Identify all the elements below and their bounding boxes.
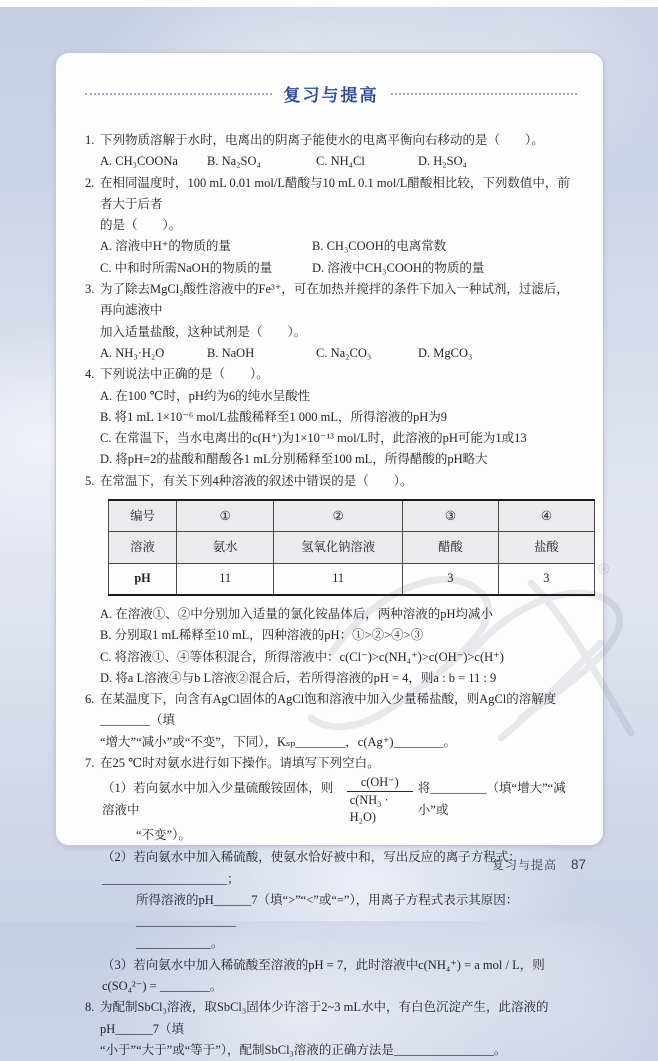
table-cell: 3	[498, 563, 594, 595]
table-cell: 11	[274, 563, 403, 595]
table-cell: pH	[109, 563, 177, 595]
option-a: A. 在100 ℃时，pH约为6的纯水呈酸性	[100, 388, 311, 403]
solutions-table	[108, 499, 595, 596]
question-7-part1	[102, 774, 577, 825]
question-3-options	[100, 343, 577, 364]
option-d: D. 将pH=2的盐酸和醋酸各1 mL分别稀释至100 mL，所得醋酸的pH略大	[100, 452, 488, 467]
option-b: B. 将1 mL 1×10⁻⁶ mol/L盐酸稀释至1 000 mL，所得溶液的pH为9	[100, 409, 448, 424]
header-dotted-rule-right	[391, 93, 578, 95]
table-cell: 醋酸	[403, 532, 499, 563]
part1-prefix: （1）若向氨水中加入少量硫酸铵固体，则溶液中	[102, 781, 334, 817]
table-cell: ④	[498, 500, 594, 532]
table-row-solution	[109, 532, 595, 563]
question-4-number: 4.	[85, 367, 95, 382]
table-cell: 溶液	[109, 532, 177, 563]
option-d: D. 溶液中CH₃COOH的物质的量	[312, 260, 485, 275]
question-6-line1: 在某温度下，向含有AgCl固体的AgCl饱和溶液中加入少量稀盐酸，则AgCl的溶解度________（填	[100, 692, 557, 728]
question-7-part3: （3）若向氨水中加入稀硫酸至溶液的pH = 7，此时溶液中c(NH₄⁺) = a mol / L，则c(SO₄²⁻) = ________。	[102, 957, 545, 994]
page-footer	[492, 856, 586, 873]
page-top-strip	[0, 0, 658, 7]
footer-section-label: 复习与提高	[491, 858, 557, 872]
question-6	[85, 689, 577, 753]
question-2-options-row2	[100, 258, 577, 279]
option-c: C. 将溶液①、④等体积混合，所得溶液中：c(Cl⁻)>c(NH₄⁺)>c(OH⁻)>c(H⁺)	[100, 649, 504, 664]
table-cell: ③	[403, 500, 499, 532]
option-c: C. 中和时所需NaOH的物质的量	[100, 260, 273, 275]
question-3	[85, 279, 577, 364]
page-title: 复习与提高	[283, 86, 379, 105]
question-1-stem: 下列物质溶解于水时，电离出的阴离子能使水的电离平衡向右移动的是（ ）。	[100, 133, 544, 147]
table-row-ph	[109, 563, 595, 595]
concentration-ratio-fraction	[347, 774, 413, 825]
question-7-part2-line1: （2）若向氨水中加入稀硫酸，使氨水恰好被中和，写出反应的离子方程式：____________________；	[102, 850, 521, 886]
table-cell: 编号	[109, 500, 177, 532]
option-c: C. Na₂CO₃	[316, 345, 372, 360]
table-cell: 11	[177, 563, 274, 595]
question-3-number: 3.	[85, 282, 95, 297]
option-c: C. 在常温下，当水电离出的c(H⁺)为1×10⁻¹³ mol/L时，此溶液的pH可能为1或13	[100, 431, 527, 446]
question-1-number: 1.	[85, 133, 95, 147]
question-8-line2: “小于”“大于”或“等于”），配制SbCl₃溶液的正确方法是________________。	[100, 1043, 507, 1058]
table-cell: 盐酸	[498, 532, 594, 563]
question-3-stem-line2: 加入适量盐酸，这种试剂是（ ）。	[100, 324, 307, 339]
question-8-number: 8.	[85, 1000, 95, 1015]
option-a: A. CH₃COONa	[100, 154, 178, 169]
question-4	[85, 364, 577, 470]
question-7-part2-line3: ____________。	[136, 935, 224, 950]
table-cell: ②	[274, 500, 403, 532]
question-2-number: 2.	[85, 175, 95, 190]
option-b: B. 分别取1 mL稀释至10 mL，四种溶液的pH：①>②>④>③	[100, 628, 424, 643]
question-1-options	[100, 151, 577, 172]
question-7	[85, 753, 577, 997]
option-d: D. H₂SO₄	[418, 154, 467, 169]
option-a: A. NH₃·H₂O	[100, 345, 165, 360]
question-2-stem-line2: 的是（ ）。	[100, 218, 182, 233]
option-d: D. MgCO₃	[418, 345, 473, 360]
question-1	[85, 130, 577, 173]
option-b: B. Na₂SO₄	[207, 154, 261, 169]
question-3-stem-line1: 为了除去MgCl₂酸性溶液中的Fe³⁺，可在加热并搅拌的条件下加入一种试剂，过滤后，再向滤液中	[100, 282, 569, 318]
option-b: B. CH₃COOH的电离常数	[312, 239, 447, 254]
question-7-stem: 在25 ℃时对氨水进行如下操作。请填写下列空白。	[100, 756, 380, 771]
question-2	[85, 173, 577, 279]
option-a: A. 溶液中H⁺的物质的量	[100, 239, 231, 254]
option-b: B. NaOH	[207, 345, 255, 360]
header-dotted-rule-left	[85, 93, 272, 95]
part1-suffix: 将_________（填“增大”“减小”或	[417, 781, 566, 817]
footer-page-number: 87	[570, 857, 586, 872]
question-8-line1: 为配制SbCl₃溶液，取SbCl₃固体少许溶于2~3 mL水中，有白色沉淀产生，此溶液的pH______7（填	[100, 1000, 549, 1036]
fraction-numerator: c(OH⁻)	[360, 775, 399, 790]
question-6-number: 6.	[85, 692, 95, 707]
question-7-part1-cont: “不变”）。	[136, 828, 191, 843]
question-7-part2-line2: 所得溶液的pH______7（填“>”“<”或“=”），用离子方程式表示其原因：________________	[136, 892, 519, 929]
option-d: D. 将a L溶液④与b L溶液②混合后，若所得溶液的pH = 4，则a : b = 11 : 9	[100, 670, 497, 685]
option-c: C. NH₄Cl	[316, 154, 365, 169]
table-cell: 氨水	[177, 532, 274, 563]
question-5-stem: 在常温下，有关下列4种溶液的叙述中错误的是（ ）。	[100, 473, 413, 488]
option-a: A. 在溶液①、②中分别加入适量的氯化铵晶体后，两种溶液的pH均减小	[100, 606, 494, 621]
table-row-number	[109, 500, 595, 532]
question-list	[85, 130, 577, 1061]
question-7-number: 7.	[85, 756, 95, 771]
question-8	[85, 997, 577, 1061]
registered-trademark-icon: ®	[597, 561, 609, 578]
question-6-line2: “增大”“减小”或“不变”，下同），Kₛₚ________，c(Ag⁺)________。	[100, 734, 457, 749]
fraction-denominator: c(NH₃ · H₂O)	[347, 791, 413, 825]
question-5-number: 5.	[85, 473, 95, 488]
section-header	[85, 81, 577, 106]
question-4-stem: 下列说法中正确的是（ ）。	[100, 367, 269, 382]
table-cell: 3	[403, 563, 499, 595]
question-5	[85, 471, 577, 689]
question-2-stem-line1: 在相同温度时，100 mL 0.01 mol/L醋酸与10 mL 0.1 mol/L醋酸相比较，下列数值中，前者大于后者	[100, 175, 570, 211]
table-cell: ①	[177, 500, 274, 532]
table-cell: 氢氧化钠溶液	[274, 532, 403, 563]
question-2-options-row1	[100, 236, 577, 257]
